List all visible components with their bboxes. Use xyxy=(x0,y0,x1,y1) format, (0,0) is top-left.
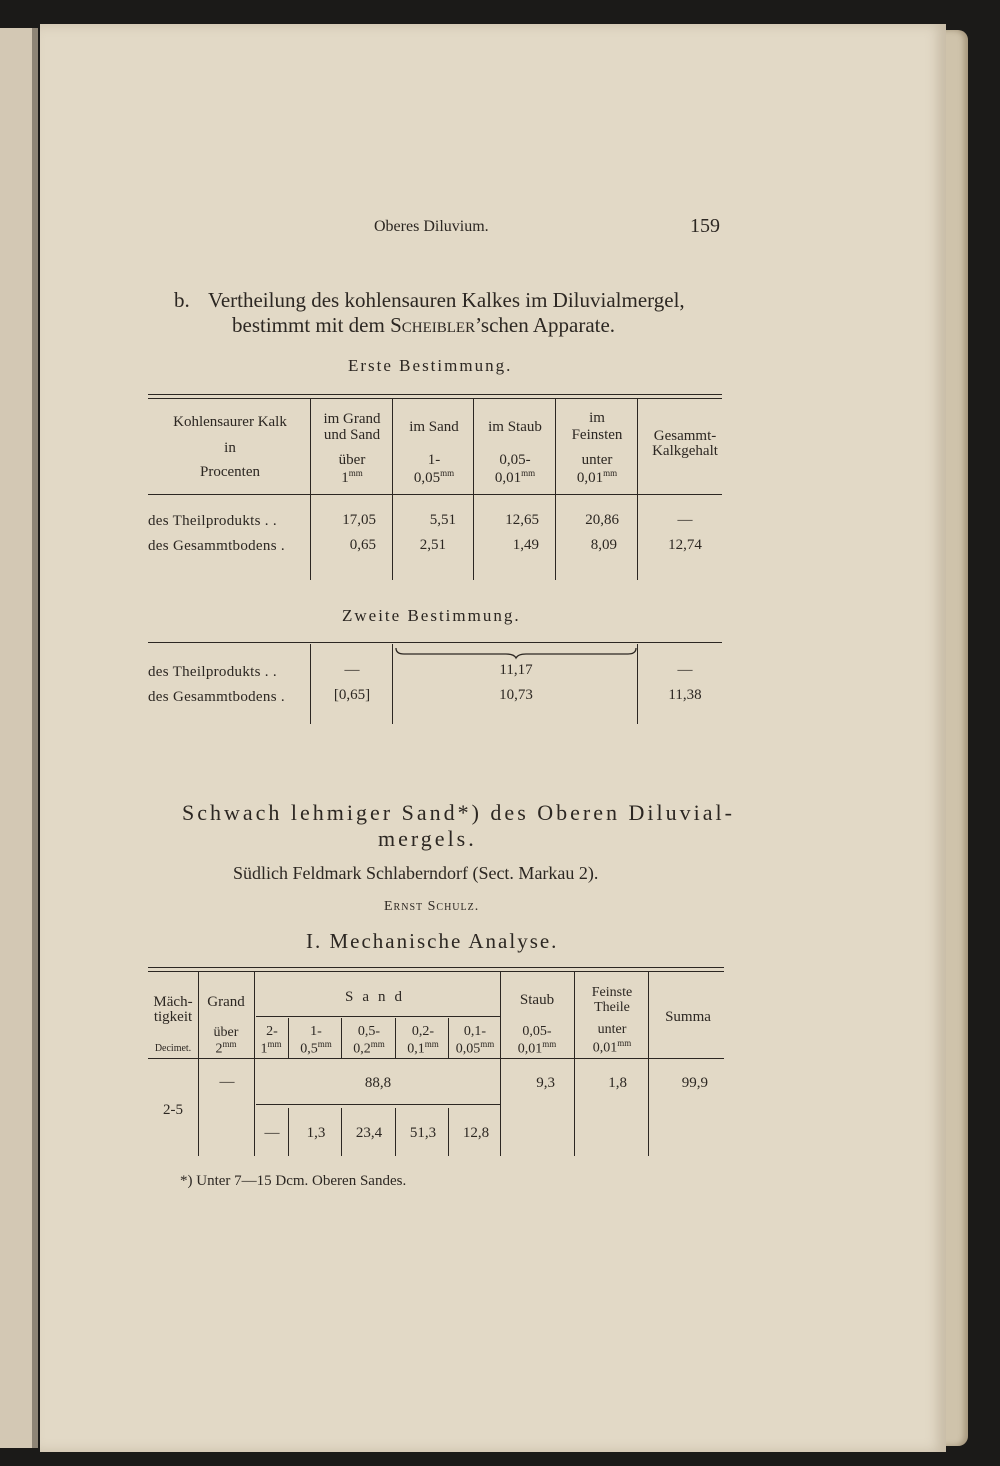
table3-header-rule xyxy=(148,1058,724,1059)
header-gesammt-line2: Kalkgehalt xyxy=(652,443,718,459)
header-sand-frac4-line2 xyxy=(397,1039,449,1058)
table2-row1-label: des Theilprodukts . . xyxy=(148,664,277,680)
table1-row2-gesammt: 12,74 xyxy=(668,537,702,553)
header-grand-size-line2 xyxy=(199,1039,253,1058)
header-feinsten-line1: im xyxy=(589,410,605,426)
row-sand-frac4: 51,3 xyxy=(409,1125,437,1141)
footnote: *) Unter 7—15 Dcm. Oberen Sandes. xyxy=(180,1173,407,1189)
table2-top-rule xyxy=(148,642,722,643)
section-heading-line2 xyxy=(232,313,615,338)
header-value: 0,01 xyxy=(576,470,604,486)
header-kalk-line3: Procenten xyxy=(200,464,260,480)
header-gesammt-line1: Gesammt- xyxy=(653,428,717,444)
header-staub-size-line2 xyxy=(501,1039,573,1058)
table3-sand-subrule xyxy=(256,1016,500,1017)
unit-mm: mm xyxy=(222,1039,237,1049)
gutter-shadow xyxy=(32,28,38,1448)
header-machtigkeit-line2: tigkeit xyxy=(153,1009,193,1025)
header-grand-line2: und Sand xyxy=(323,427,381,443)
header-summa: Summa xyxy=(665,1009,711,1025)
header-sand-frac4-line1: 0,2- xyxy=(411,1024,435,1039)
header-sand-frac5-line2 xyxy=(448,1039,502,1058)
location-line: Südlich Feldmark Schlaberndorf (Sect. Markau 2). xyxy=(233,863,599,883)
unit-mm: mm xyxy=(317,1039,332,1049)
header-value: 0,01 xyxy=(592,1040,618,1056)
table3-sand-total-rule xyxy=(256,1104,500,1105)
table1-row2-label: des Gesammtbodens . xyxy=(148,538,285,554)
table1-col-divider xyxy=(637,398,638,580)
unit-mm: mm xyxy=(603,468,618,478)
header-staub-line3 xyxy=(475,468,555,487)
table3-top-rule-2 xyxy=(148,971,724,972)
row-feinste: 1,8 xyxy=(608,1075,627,1091)
page-number: 159 xyxy=(690,215,720,237)
header-staub: Staub xyxy=(519,992,555,1008)
unit-mm: mm xyxy=(370,1039,385,1049)
header-grand-size-line1: über xyxy=(213,1025,239,1040)
header-staub-size-line1: 0,05- xyxy=(522,1024,552,1039)
table2-col-divider xyxy=(392,644,393,724)
section-title-line1: Schwach lehmiger Sand*) des Oberen Diluvial- xyxy=(182,800,735,825)
zweite-bestimmung-heading: Zweite Bestimmung. xyxy=(342,606,521,625)
header-value: 1 xyxy=(260,1041,268,1057)
unit-mm: mm xyxy=(542,1039,557,1049)
table3-sand-subdivider xyxy=(395,1108,396,1156)
section-marker: b. xyxy=(174,288,190,312)
table2-row2-grand: [0,65] xyxy=(333,687,371,703)
header-value: 0,5 xyxy=(300,1041,318,1057)
unit-mm: mm xyxy=(440,468,455,478)
header-sand-line3 xyxy=(394,468,474,487)
table1-top-rule xyxy=(148,394,722,395)
heading-text-post: ’schen Apparate. xyxy=(475,313,616,337)
table1-row2-grand: 0,65 xyxy=(349,537,376,553)
unit-mm: mm xyxy=(424,1039,439,1049)
unit-mm: mm xyxy=(521,468,536,478)
header-value: 1 xyxy=(341,470,349,486)
table1-row1-feinsten: 20,86 xyxy=(585,512,619,528)
table3-top-rule xyxy=(148,967,724,968)
unit-mm: mm xyxy=(617,1038,632,1048)
table2-row2-combined: 10,73 xyxy=(499,687,533,703)
header-staub-line2: 0,05- xyxy=(499,452,531,468)
table1-row1-grand: 17,05 xyxy=(342,512,376,528)
row-sand-frac1: — xyxy=(264,1125,280,1141)
header-feinste-size-line2 xyxy=(575,1038,649,1057)
header-feinsten-line4 xyxy=(557,468,637,487)
combined-columns-brace xyxy=(394,646,638,660)
header-value: 2 xyxy=(215,1041,223,1057)
row-depth: 2-5 xyxy=(163,1102,183,1118)
table2-row2-gesammt: 11,38 xyxy=(668,687,702,703)
table1-col-divider xyxy=(392,398,393,580)
table3-sand-subdivider xyxy=(395,1018,396,1058)
table1-row2-staub: 1,49 xyxy=(512,537,539,553)
author-name: Ernst Schulz. xyxy=(384,899,480,914)
header-sand-frac5-line1: 0,1- xyxy=(463,1024,487,1039)
table1-row1-gesammt: — xyxy=(677,512,693,528)
header-value: 0,05 xyxy=(413,470,441,486)
table1-row2-feinsten: 8,09 xyxy=(590,537,617,553)
table2-row1-gesammt: — xyxy=(677,662,693,678)
header-grand-line1: im Grand xyxy=(323,411,381,427)
table3-sand-subdivider xyxy=(288,1108,289,1156)
table2-col-divider xyxy=(310,644,311,724)
header-feinste-line1: Feinste xyxy=(591,985,633,1000)
table2-row1-combined: 11,17 xyxy=(499,662,533,678)
scheibler-name: Scheibler xyxy=(390,313,476,337)
unit-mm: mm xyxy=(348,468,363,478)
table1-col-divider xyxy=(310,398,311,580)
header-grand-line4 xyxy=(312,468,392,487)
header-feinsten-line2: Feinsten xyxy=(571,427,623,443)
row-grand: — xyxy=(219,1074,235,1090)
header-feinste-size-line1: unter xyxy=(597,1022,627,1037)
header-value: 0,2 xyxy=(353,1041,371,1057)
header-sand-frac2-line1: 1- xyxy=(310,1024,322,1039)
header-value: 0,05 xyxy=(455,1041,481,1057)
header-sand: Sand xyxy=(345,989,411,1005)
book-page xyxy=(40,24,946,1452)
header-value: 0,01 xyxy=(517,1041,543,1057)
row-staub: 9,3 xyxy=(536,1075,555,1091)
unit-mm: mm xyxy=(480,1039,495,1049)
header-sand-frac1-line2 xyxy=(253,1039,289,1058)
heading-text-pre: bestimmt mit dem xyxy=(232,313,391,337)
header-value: 0,01 xyxy=(494,470,522,486)
section-heading-line1: Vertheilung des kohlensauren Kalkes im Diluvialmergel, xyxy=(208,288,685,312)
section-title-line2: mergels. xyxy=(378,826,477,851)
header-sand-frac3-line2 xyxy=(343,1039,395,1058)
header-value: 0,1 xyxy=(407,1041,425,1057)
table1-row1-sand: 5,51 xyxy=(429,512,456,528)
header-kalk-line2: in xyxy=(224,440,236,456)
row-sand-frac2: 1,3 xyxy=(306,1125,326,1141)
header-sand-line2: 1- xyxy=(427,452,441,468)
header-staub-line1: im Staub xyxy=(488,419,542,435)
table1-row2-sand: 2,51 xyxy=(419,537,446,553)
row-sand-total: 88,8 xyxy=(364,1075,392,1091)
table2-row2-label: des Gesammtbodens . xyxy=(148,689,285,705)
row-sand-frac3: 23,4 xyxy=(355,1125,383,1141)
erste-bestimmung-heading: Erste Bestimmung. xyxy=(348,356,513,375)
table2-row1-grand: — xyxy=(344,662,360,678)
header-sand-line1: im Sand xyxy=(409,419,459,435)
running-head-title: Oberes Diluvium. xyxy=(374,218,489,235)
row-sand-frac5: 12,8 xyxy=(462,1125,490,1141)
header-sand-frac3-line1: 0,5- xyxy=(357,1024,381,1039)
analysis-heading: I. Mechanische Analyse. xyxy=(306,929,559,953)
header-feinsten-line3: unter xyxy=(581,452,613,468)
header-kalk-line1: Kohlensaurer Kalk xyxy=(173,414,287,430)
header-machtigkeit-unit: Decimet. xyxy=(154,1043,192,1054)
header-sand-frac2-line2 xyxy=(290,1039,342,1058)
table1-header-rule xyxy=(148,494,722,495)
table1-top-rule-2 xyxy=(148,398,722,399)
table1-row1-staub: 12,65 xyxy=(505,512,539,528)
row-summa: 99,9 xyxy=(681,1075,708,1091)
table1-col-divider xyxy=(555,398,556,580)
header-machtigkeit-line1: Mäch- xyxy=(153,994,193,1010)
table1-row1-label: des Theilprodukts . . xyxy=(148,513,277,529)
unit-mm: mm xyxy=(267,1039,282,1049)
header-grand: Grand xyxy=(207,994,245,1010)
header-sand-frac1-line1: 2- xyxy=(266,1024,278,1039)
table3-col-divider xyxy=(254,972,255,1156)
header-feinste-line2: Theile xyxy=(594,1000,630,1015)
header-grand-line3: über xyxy=(338,452,366,468)
